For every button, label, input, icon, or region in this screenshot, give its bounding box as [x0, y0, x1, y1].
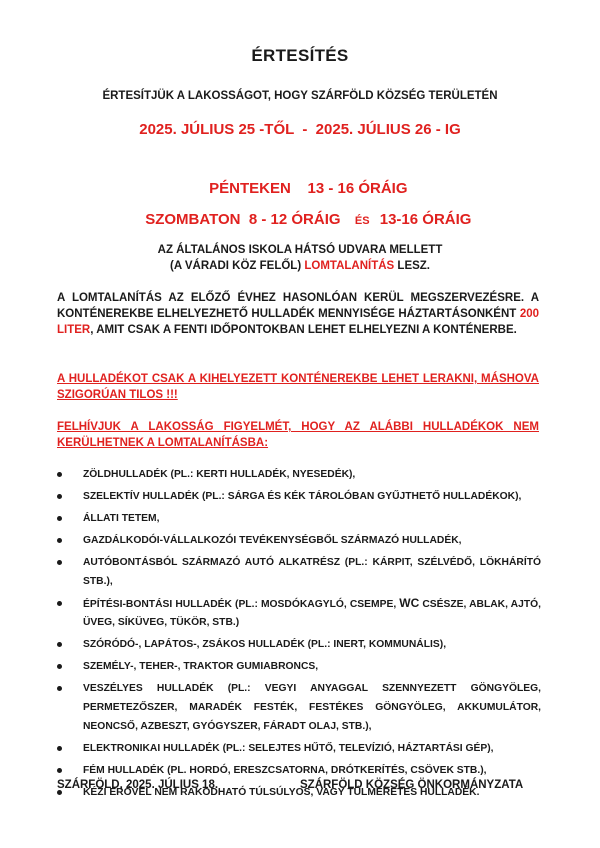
bullet-icon [57, 538, 62, 543]
paragraph-warning: A HULLADÉKOT CSAK A KIHELYEZETT KONTÉNEREKBE LEHET LERAKNI, MÁSHOVA SZIGORÚAN TILOS !!! [57, 373, 539, 401]
saturday-time-1: 8 - 12 ÓRÁIG [248, 211, 341, 228]
list-item: SZEMÉLY-, TEHER-, TRAKTOR GUMIABRONCS, [57, 657, 541, 676]
intro-line: ÉRTESÍTJÜK A LAKOSSÁGOT, HOGY SZÁRFÖLD KÖZSÉG TERÜLETÉN [102, 90, 498, 102]
saturday-time-2: 13-16 ÓRÁIG [379, 211, 472, 228]
list-item: KÉZI ERŐVEL NEM RAKODHATÓ TÚLSÚLYOS, VAGY TÚLMÉRETES HULLADÉK. [57, 783, 541, 802]
list-item: ÉPÍTÉSI-BONTÁSI HULLADÉK (PL.: MOSDÓKAGYLÓ, CSEMPE, WC CSÉSZE, ABLAK, AJTÓ, ÜVEG, SÍKÜVEG, TÜKÖR, STB.) [57, 594, 541, 632]
list-item: ELEKTRONIKAI HULLADÉK (PL.: SELEJTES HŰTŐ, TELEVÍZIÓ, HÁZTARTÁSI GÉP), [57, 739, 541, 758]
saturday-hours [0, 194, 600, 245]
bullet-icon [57, 516, 62, 521]
list-item: GAZDÁLKODÓI-VÁLLALKOZÓI TEVÉKENYSÉGBŐL SZÁRMAZÓ HULLADÉK, [57, 531, 541, 550]
location-highlight: LOMTALANÍTÁS [304, 260, 395, 272]
location-line-2 [0, 258, 600, 274]
bullet-icon [57, 494, 62, 499]
wc-text: WC [399, 596, 420, 610]
location-line-1: AZ ÁLTALÁNOS ISKOLA HÁTSÓ UDVARA MELLETT [157, 244, 443, 256]
list-item: SZÓRÓDÓ-, LAPÁTOS-, ZSÁKOS HULLADÉK (PL.: INERT, KOMMUNÁLIS), [57, 635, 541, 654]
bullet-icon [57, 642, 62, 647]
footer-signature: SZÁRFÖLD KÖZSÉG ÖNKORMÁNYZATA [300, 779, 524, 791]
paragraph-capacity-text-b: , AMIT CSAK A FENTI IDŐPONTOKBAN LEHET ELHELYEZNI A KONTÉNERBE. [90, 324, 517, 336]
bullet-icon [57, 472, 62, 477]
list-item: SZELEKTÍV HULLADÉK (PL.: SÁRGA ÉS KÉK TÁROLÓBAN GYŰJTHETŐ HULLADÉKOK), [57, 487, 541, 506]
prohibited-list [57, 465, 541, 805]
list-item: VESZÉLYES HULLADÉK (PL.: VEGYI ANYAGGAL SZENNYEZETT GÖNGYÖLEG, PERMETEZŐSZER, MARADÉK FESTÉK, FESTÉKES GÖNGYÖLEG, AKKUMULÁTOR, NEONCSŐ, AZBESZT, GYÓGYSZER, FÁRADT OLAJ, STB.), [57, 679, 541, 736]
saturday-and: ÉS [354, 215, 370, 227]
bullet-icon [57, 560, 62, 565]
bullet-icon [57, 768, 62, 773]
list-item: AUTÓBONTÁSBÓL SZÁRMAZÓ AUTÓ ALKATRÉSZ (PL.: KÁRPIT, SZÉLVÉDŐ, LÖKHÁRÍTÓ STB.), [57, 553, 541, 591]
date-range: 2025. JÚLIUS 25 -TŐL - 2025. JÚLIUS 26 - IG [139, 121, 461, 138]
paragraph-prohibited-intro: FELHÍVJUK A LAKOSSÁG FIGYELMÉT, HOGY AZ ALÁBBI HULLADÉKOK NEM KERÜLHETNEK A LOMTALANÍTÁSBA: [57, 421, 539, 449]
list-item: FÉM HULLADÉK (PL. HORDÓ, ERESZCSATORNA, DRÓTKERÍTÉS, CSÖVEK STB.), [57, 761, 541, 780]
capacity-highlight: 200 LITER [57, 308, 539, 336]
bullet-icon [57, 601, 62, 606]
location-prefix: (A VÁRADI KÖZ FELŐL) [169, 260, 302, 272]
location-suffix: LESZ. [397, 260, 431, 272]
bullet-icon [57, 746, 62, 751]
saturday-day: SZOMBATON [145, 211, 241, 228]
friday-day: PÉNTEKEN [209, 180, 291, 197]
list-item: ÁLLATI TETEM, [57, 509, 541, 528]
bullet-icon [57, 664, 62, 669]
friday-time: 13 - 16 ÓRÁIG [307, 180, 408, 197]
location-block [0, 242, 600, 274]
notice-title: ÉRTESÍTÉS [251, 46, 349, 65]
footer-place-date: SZÁRFÖLD, 2025. JÚLIUS 18. [57, 779, 219, 791]
paragraph-capacity-text-a: A LOMTALANÍTÁS AZ ELŐZŐ ÉVHEZ HASONLÓAN KERÜL MEGSZERVEZÉSRE. A KONTÉNEREKBE ELHELYEZHETŐ HULLADÉK MENNYISÉGE HÁZTARTÁSONKÉNT [57, 292, 539, 320]
list-item: ZÖLDHULLADÉK (PL.: KERTI HULLADÉK, NYESEDÉK), [57, 465, 541, 484]
bullet-icon [57, 686, 62, 691]
paragraph-capacity [57, 290, 539, 338]
